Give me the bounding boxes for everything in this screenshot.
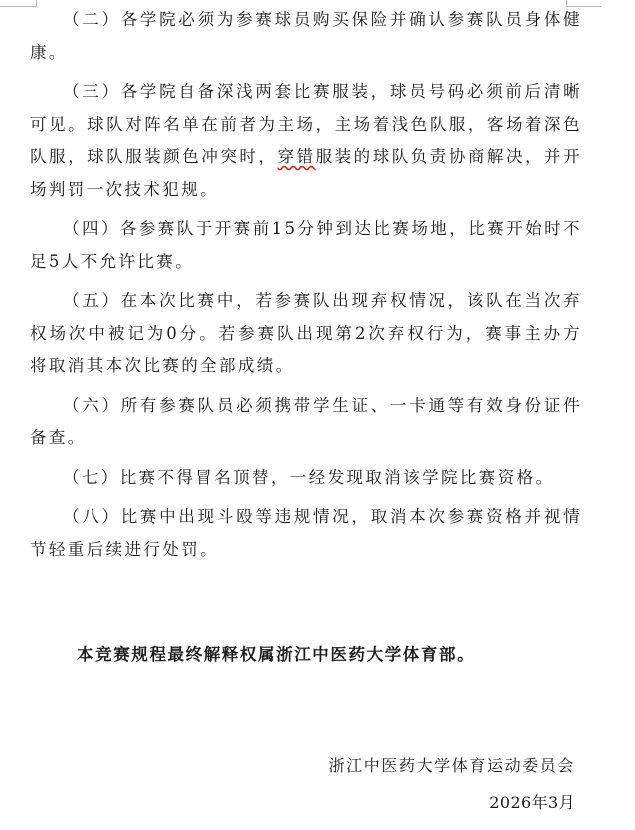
clause-3-uniforms <box>30 76 582 206</box>
clause-3-text-part-1: （三）各学院自备深浅两套比赛服装，球员号码必须前后清晰可见。球队对阵名单在前者为主场，主场着浅色队服，客场着深色队服，球队服装颜色冲突时， <box>30 82 582 166</box>
clause-7-impersonation: （七）比赛不得冒名顶替，一经发现取消该学院比赛资格。 <box>63 467 555 487</box>
clause-4-arrival: （四）各参赛队于开赛前15分钟到达比赛场地，比赛开始时不足5人不允许比赛。 <box>30 219 582 271</box>
clause-list <box>30 4 582 573</box>
interpretation-notice: 本竞赛规程最终解释权属浙江中医药大学体育部。 <box>77 645 476 664</box>
clause-6-identity: （六）所有参赛队员必须携带学生证、一卡通等有效身份证件备查。 <box>30 395 582 447</box>
issuer-signature: 浙江中医药大学体育运动委员会 <box>328 756 575 775</box>
clause-3-text-part-2: 服装的球队负责协商解决，并开场判罚一次技术犯规。 <box>30 147 582 199</box>
clause-5-forfeit: （五）在本次比赛中，若参赛队出现弃权情况，该队在当次弃权场次中被记为0分。若参赛队出现第2次弃权行为，赛事主办方将取消其本次比赛的全部成绩。 <box>30 291 582 375</box>
clause-8-violations: （八）比赛中出现斗殴等违规情况，取消本次参赛资格并视情节轻重后续进行处罚。 <box>30 507 582 559</box>
issue-date: 2026年3月 <box>489 793 575 812</box>
clause-2-insurance: （二）各学院必须为参赛球员购买保险并确认参赛队员身体健康。 <box>30 10 582 62</box>
spellcheck-underlined-word[interactable]: 穿错 <box>277 147 316 166</box>
